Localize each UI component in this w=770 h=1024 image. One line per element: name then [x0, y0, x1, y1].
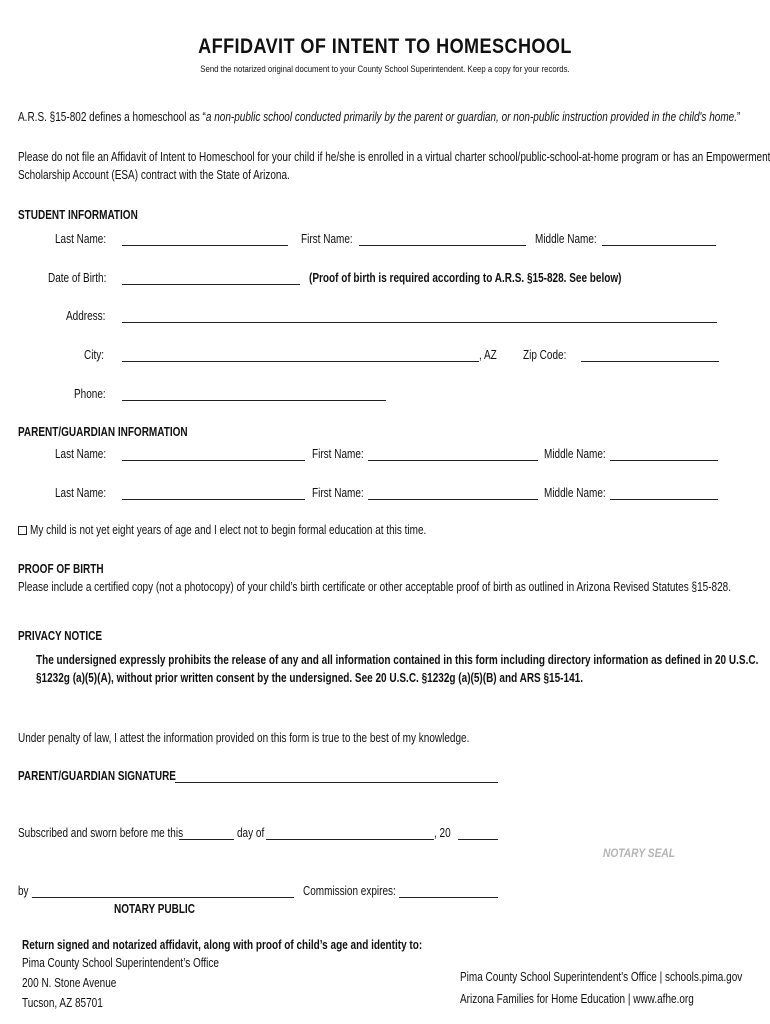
commission-label: Commission expires:: [303, 884, 396, 898]
signature-label: PARENT/GUARDIAN SIGNATURE: [18, 769, 176, 783]
privacy-line-1: The undersigned expressly prohibits the release of any and all information contained in this form including directory information as defined in 20 U.S.C.: [36, 653, 759, 667]
dob-proof-note: (Proof of birth is required according to A.R.S. §15-828. See below): [309, 271, 622, 285]
signature-field[interactable]: [175, 782, 498, 783]
privacy-heading: PRIVACY NOTICE: [18, 629, 103, 643]
student-middle-name-label: Middle Name:: [535, 232, 597, 246]
commission-expires-field[interactable]: [399, 897, 498, 898]
day-of-text: day of: [237, 826, 265, 840]
return-street: 200 N. Stone Avenue: [22, 976, 117, 990]
student-city-field[interactable]: [122, 361, 479, 362]
student-last-name-field[interactable]: [122, 245, 288, 246]
notary-seal-placeholder: NOTARY SEAL: [603, 846, 675, 860]
definition-quote: a non-public school conducted primarily by the parent or guardian, or non-public instruction provided in the child's home.: [205, 110, 737, 124]
student-address-label: Address:: [66, 309, 106, 323]
proof-heading: PROOF OF BIRTH: [18, 562, 104, 576]
return-city: Tucson, AZ 85701: [22, 996, 103, 1010]
parent2-first-name-field[interactable]: [368, 499, 538, 500]
proof-text: Please include a certified copy (not a photocopy) of your child’s birth certificate or other acceptable proof of birth as outlined in Arizona Revised Statutes §15-828.: [18, 580, 732, 594]
age-option-checkbox[interactable]: [18, 526, 27, 535]
student-dob-label: Date of Birth:: [48, 271, 107, 285]
footer-line-2: Arizona Families for Home Education | www.afhe.org: [460, 992, 694, 1006]
attest-text: Under penalty of law, I attest the information provided on this form is true to the best of my knowledge.: [18, 731, 470, 745]
footer-line-1: Pima County School Superintendent's Office | schools.pima.gov: [460, 970, 743, 984]
state-suffix: , AZ: [479, 348, 497, 362]
notary-year-field[interactable]: [458, 839, 498, 840]
student-first-name-field[interactable]: [359, 245, 526, 246]
return-office: Pima County School Superintendent’s Office: [22, 956, 219, 970]
parent2-first-name-label: First Name:: [312, 486, 364, 500]
parent2-last-name-field[interactable]: [122, 499, 305, 500]
notary-name-field[interactable]: [32, 897, 294, 898]
notary-month-field[interactable]: [266, 839, 434, 840]
parent1-last-name-field[interactable]: [122, 460, 305, 461]
student-phone-label: Phone:: [74, 387, 106, 401]
document-subtitle: Send the notarized original document to your County School Superintendent. Keep a copy for your records.: [200, 64, 570, 75]
warning-line-1: Please do not file an Affidavit of Intent to Homeschool for your child if he/she is enrolled in a virtual charter school/public-school-at-home program or has an Empowerment: [18, 150, 770, 164]
parent1-first-name-field[interactable]: [368, 460, 538, 461]
student-last-name-label: Last Name:: [55, 232, 107, 246]
warning-line-2: Scholarship Account (ESA) contract with the State of Arizona.: [18, 168, 290, 182]
definition-suffix: ”: [736, 110, 741, 124]
homeschool-definition: [18, 110, 740, 124]
student-middle-name-field[interactable]: [602, 245, 716, 246]
subscribed-text: Subscribed and sworn before me this: [18, 826, 184, 840]
parent2-last-name-label: Last Name:: [55, 486, 107, 500]
parent1-last-name-label: Last Name:: [55, 447, 107, 461]
student-zip-label: Zip Code:: [523, 348, 567, 362]
document-title: AFFIDAVIT OF INTENT TO HOMESCHOOL: [198, 35, 572, 58]
student-phone-field[interactable]: [122, 400, 386, 401]
parent1-first-name-label: First Name:: [312, 447, 364, 461]
parent1-middle-name-label: Middle Name:: [544, 447, 606, 461]
student-city-label: City:: [84, 348, 104, 362]
parent1-middle-name-field[interactable]: [610, 460, 718, 461]
parent2-middle-name-field[interactable]: [610, 499, 718, 500]
age-option-label: My child is not yet eight years of age and I elect not to begin formal education at this time.: [30, 523, 427, 537]
student-address-field[interactable]: [122, 322, 717, 323]
privacy-line-2: §1232g (a)(5)(A), without prior written consent by the undersigned. See 20 U.S.C. §1232g (a)(5)(B) and ARS §15-141.: [36, 671, 583, 685]
parent-section-heading: PARENT/GUARDIAN INFORMATION: [18, 425, 188, 439]
notary-day-field[interactable]: [179, 839, 234, 840]
student-dob-field[interactable]: [122, 284, 300, 285]
notary-public-label: NOTARY PUBLIC: [114, 902, 195, 916]
parent2-middle-name-label: Middle Name:: [544, 486, 606, 500]
return-heading: Return signed and notarized affidavit, along with proof of child’s age and identity to:: [22, 938, 423, 952]
year-prefix: , 20: [434, 826, 451, 840]
student-first-name-label: First Name:: [301, 232, 353, 246]
student-zip-field[interactable]: [581, 361, 719, 362]
student-section-heading: STUDENT INFORMATION: [18, 208, 138, 222]
definition-prefix: A.R.S. §15-802 defines a homeschool as “: [18, 110, 206, 124]
by-label: by: [18, 884, 29, 898]
